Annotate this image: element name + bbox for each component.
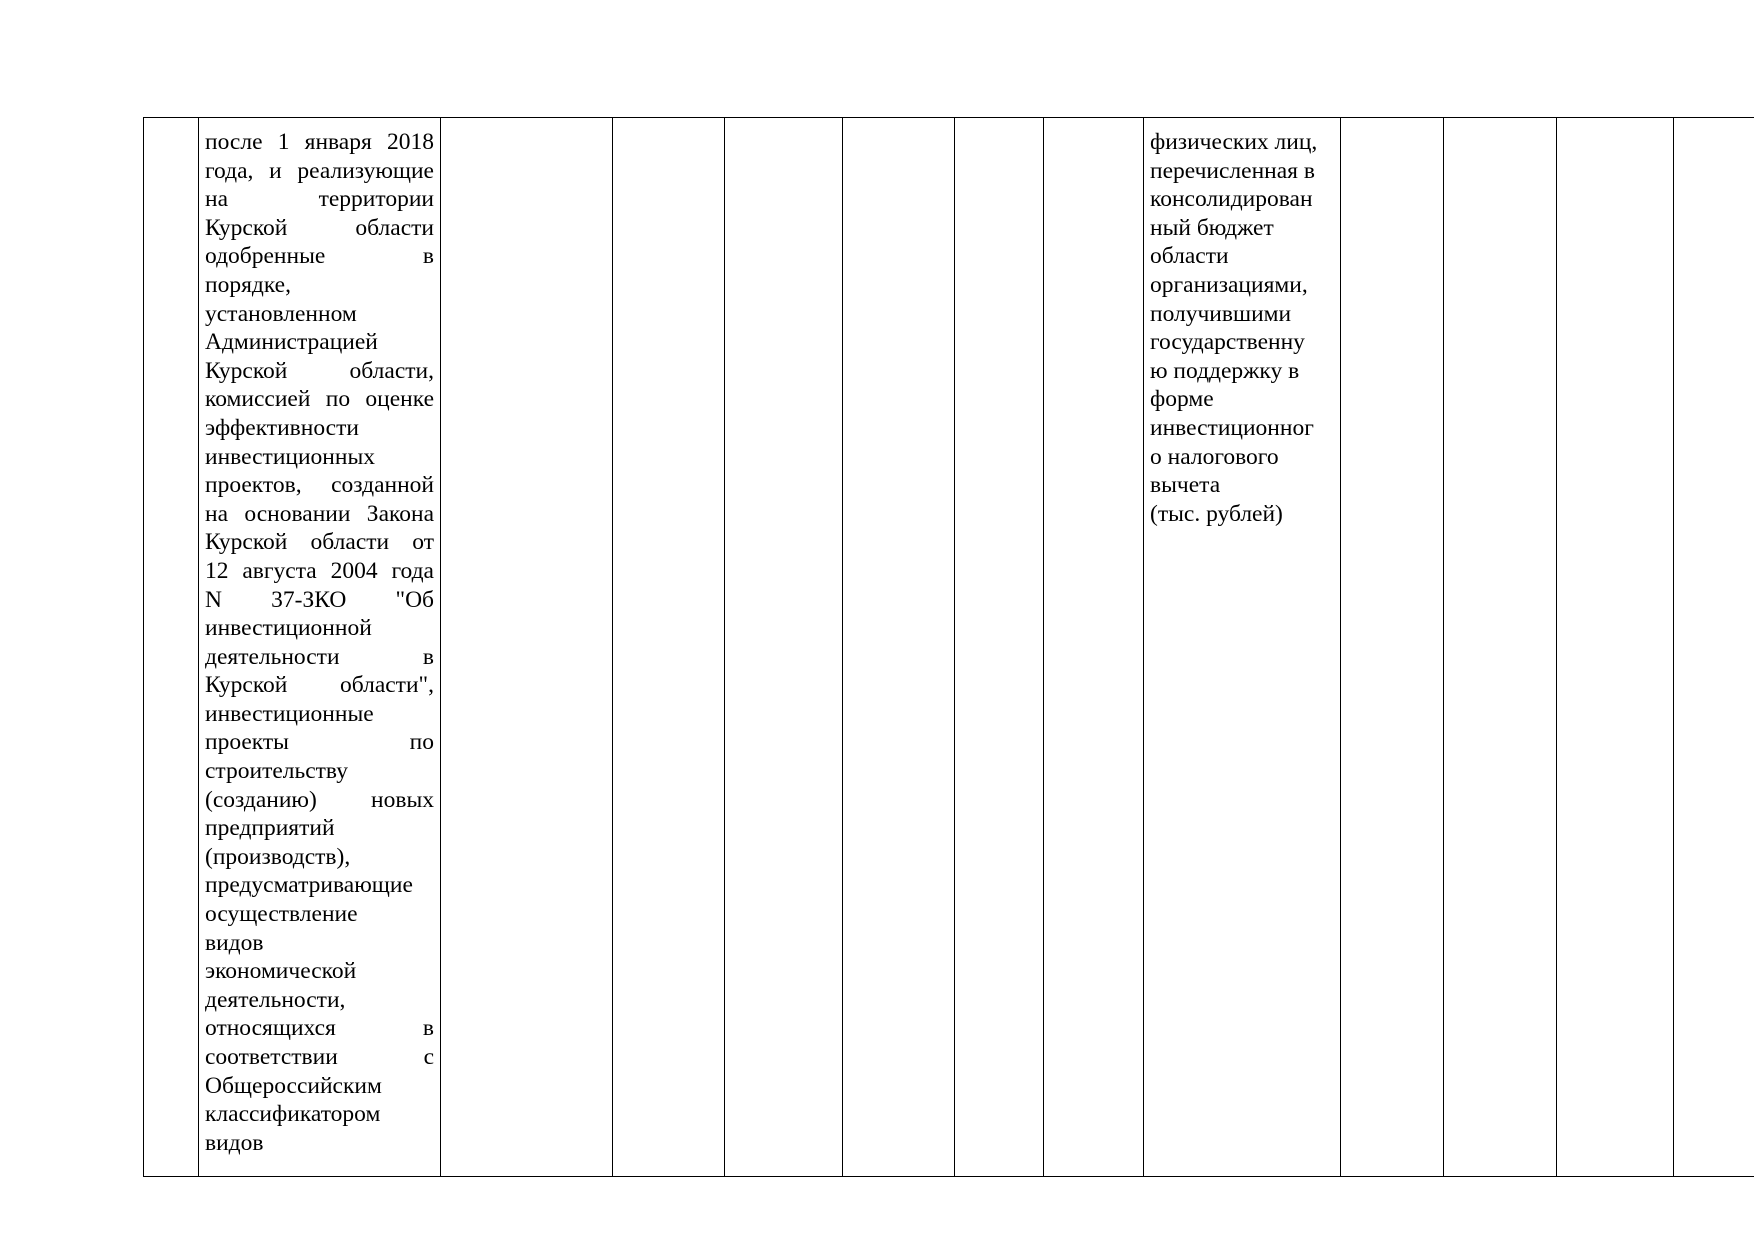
indicator-line: области <box>1150 243 1229 270</box>
description-line: Общероссийским <box>205 1072 382 1099</box>
table-column-5 <box>724 118 842 1176</box>
table-column-1 <box>144 118 198 1176</box>
description-line: относящихся в <box>205 1015 434 1042</box>
description-line: комиссией по оценке <box>205 386 434 413</box>
description-line: на территории <box>205 186 434 213</box>
table-column-6 <box>842 118 954 1176</box>
description-line: проекты по <box>205 729 434 756</box>
description-line: одобренные в <box>205 243 434 270</box>
indicator-line: (тыс. рублей) <box>1150 500 1283 527</box>
indicator-line: получившими <box>1150 300 1292 327</box>
description-line: порядке, <box>205 271 291 298</box>
description-line: классификатором <box>205 1101 381 1128</box>
description-line: экономической <box>205 958 357 985</box>
description-line: деятельности, <box>205 986 346 1013</box>
description-line: эффективности <box>205 414 359 441</box>
description-line: Курской области", <box>205 672 434 699</box>
indicator-line: о налогового <box>1150 443 1279 470</box>
description-line: N 37-ЗКО "Об <box>205 586 434 613</box>
table-column-10 <box>1340 118 1443 1176</box>
description-line: инвестиционных <box>205 443 375 470</box>
indicator-line: организациями, <box>1150 271 1308 298</box>
description-line: предусматривающие <box>205 872 413 899</box>
description-line: после 1 января 2018 <box>205 129 434 155</box>
description-line: Курской области, <box>205 357 434 384</box>
description-line: установленном <box>205 300 357 327</box>
table-column-7 <box>954 118 1043 1176</box>
table-column-11 <box>1443 118 1556 1176</box>
description-line: осуществление <box>205 901 358 928</box>
table-column-13 <box>1673 118 1754 1176</box>
indicator-line: инвестиционног <box>1150 414 1314 441</box>
indicator-line: консолидирован <box>1150 186 1313 213</box>
description-line: проектов, созданной <box>205 472 434 499</box>
description-line: инвестиционные <box>205 700 374 727</box>
table-column-2 <box>198 118 440 1176</box>
description-line: года, и реализующие <box>205 157 434 184</box>
description-line: на основании Закона <box>205 500 434 527</box>
table-column-3 <box>440 118 612 1176</box>
description-line: видов <box>205 1129 264 1156</box>
indicator-cell-text <box>1150 128 1342 528</box>
description-line: соответствии с <box>205 1044 434 1070</box>
description-line: (производств), <box>205 843 351 870</box>
description-line: Администрацией <box>205 329 378 356</box>
description-line: деятельности в <box>205 643 434 670</box>
description-line: строительству <box>205 758 348 785</box>
indicator-line: ный бюджет <box>1150 214 1274 241</box>
table-column-9 <box>1143 118 1340 1176</box>
description-line: предприятий <box>205 815 335 842</box>
indicator-line: форме <box>1150 386 1214 413</box>
description-line: видов <box>205 929 264 956</box>
table-column-4 <box>612 118 724 1176</box>
indicator-line: физических лиц, <box>1150 129 1318 155</box>
indicator-line: вычета <box>1150 472 1221 499</box>
description-cell-text <box>205 128 434 1157</box>
indicator-line: ю поддержку в <box>1150 357 1300 384</box>
data-table <box>143 117 1754 1177</box>
description-line: инвестиционной <box>205 615 372 642</box>
indicator-line: государственну <box>1150 329 1305 356</box>
description-line: 12 августа 2004 года <box>205 557 434 584</box>
description-line: (созданию) новых <box>205 786 434 813</box>
description-line: Курской области от <box>205 529 434 556</box>
description-line: Курской области <box>205 214 434 241</box>
table-column-12 <box>1556 118 1673 1176</box>
indicator-line: перечисленная в <box>1150 157 1315 184</box>
table-column-8 <box>1043 118 1143 1176</box>
